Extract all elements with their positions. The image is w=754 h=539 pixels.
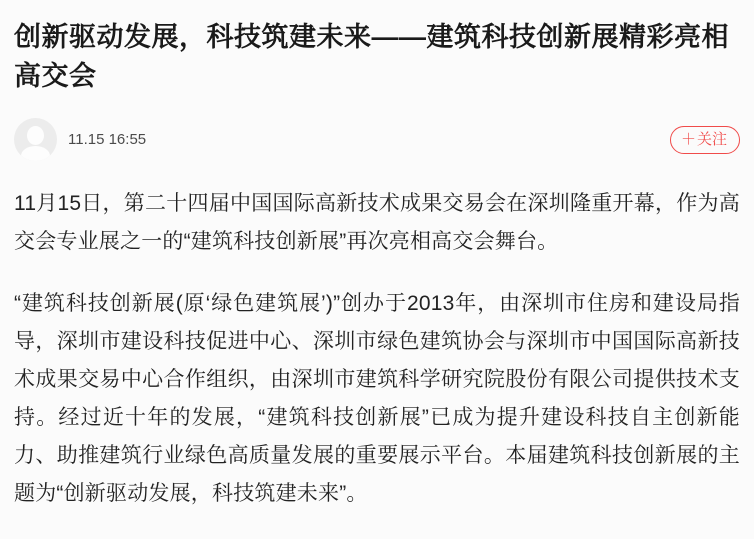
- person-icon: [27, 126, 44, 145]
- plus-icon: ＋: [680, 130, 696, 148]
- article-title: 创新驱动发展，科技筑建未来——建筑科技创新展精彩亮相高交会: [14, 22, 729, 91]
- author-avatar[interactable]: [14, 118, 57, 161]
- article-paragraph: “建筑科技创新展(原‘绿色建筑展’)”创办于2013年，由深圳市住房和建设局指导，深圳市建设科技促进中心、深圳市绿色建筑协会与深圳市中国国际高新技术成果交易中心合作组织，由深圳市建筑科学研究院股份有限公司提供技术支持。经过近十年的发展，“建筑科技创新展”已成为提升建设科技自主创新能力、助推建筑行业绿色高质量发展的重要展示平台。本届建筑科技创新展的主题为“创新驱动发展，科技筑建未来”。: [14, 292, 740, 505]
- publish-timestamp: 11.15 16:55: [68, 131, 147, 148]
- follow-button[interactable]: [670, 126, 740, 154]
- author-row: [14, 118, 740, 161]
- article-body: [14, 185, 740, 513]
- article-paragraph: 11月15日，第二十四届中国国际高新技术成果交易会在深圳隆重开幕，作为高交会专业展之一的“建筑科技创新展”再次亮相高交会舞台。: [14, 192, 740, 253]
- follow-button-label: 关注: [696, 130, 727, 148]
- person-icon: [21, 146, 50, 161]
